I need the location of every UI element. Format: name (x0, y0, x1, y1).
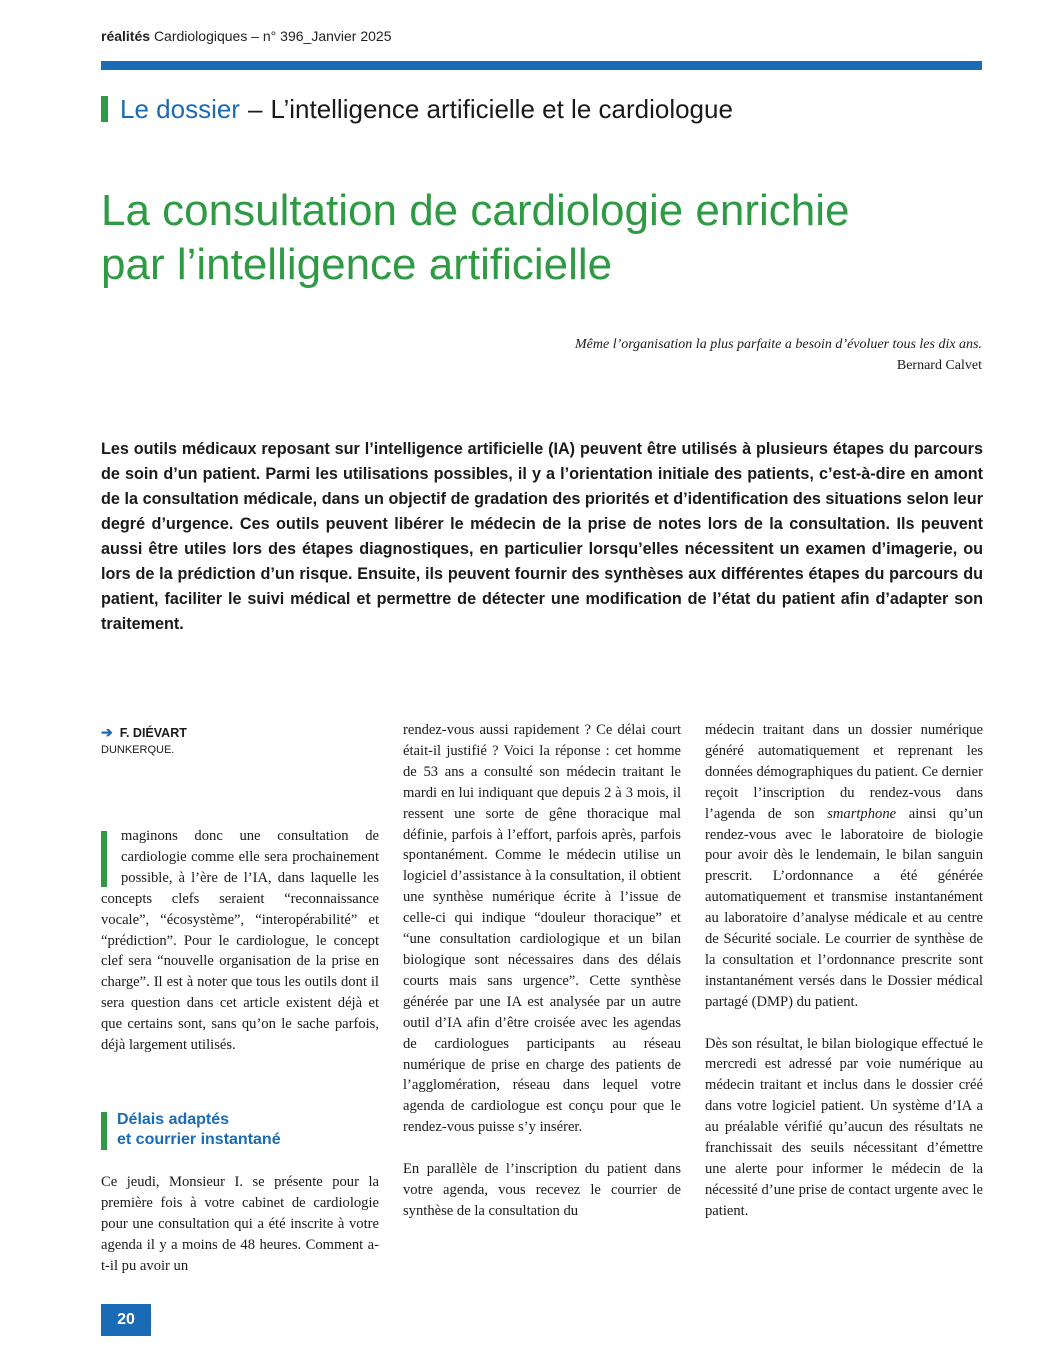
running-head (101, 28, 391, 44)
arrow-right-icon: ➔ (101, 724, 113, 740)
author-line (101, 724, 187, 741)
header-rule (101, 61, 982, 70)
epigraph-quote: Même l’organisation la plus parfaite a besoin d’évoluer tous les dix ans. (575, 337, 982, 352)
paragraph (705, 720, 983, 1013)
paragraph: Ce jeudi, Monsieur I. se présente pour la première fois à votre cabinet de cardiologie pour une consultation qui a été inscrite à votre agenda il y a moins de 48 heures. Comment a-t-il pu avoir un (101, 1174, 379, 1274)
paragraph: Dès son résultat, le bilan biologique effectué le mercredi est adressé par voie numérique au médecin traitant et inclus dans le dossier créé dans votre logiciel patient. Un système d’IA a au préalable vérifié qu’aucun des résultats ne franchissait des seuils nécessitant d’émettre une alerte pour informer le médecin de la nécessité d’une prise de contact urgente avec le patient. (705, 1035, 983, 1219)
column-3 (705, 720, 983, 1222)
section-label: Le dossier (120, 93, 240, 124)
paragraph: rendez-vous aussi rapidement ? Ce délai court était-il justifié ? Voici la réponse : cet homme de 53 ans a consulté son médecin traitant le mardi en lui indiquant que depuis 2 à 3 mois, il ressent une sorte de gêne thoracique mal définie, parfois à l’effort, parfois après, parfois spontanément. Comme le médecin utilise un logiciel d’assistance à la consultation, il obtient une synthèse numérique écrite à l’issue de celle-ci qui indique “douleur thoracique” et “une consultation cardiologique et un bilan biologique sont nécessaires dans des délais courts mais sans urgence”. Cette synthèse générée par une IA est analysée par un autre outil d’IA afin d’être croisée avec les agendas de cardiologues participants au réseau numérique de prise en charge des patients de l’agglomération, réseau dans lequel votre agenda de cardiologue est conçu pour que le rendez-vous puisse s’y insérer. (403, 722, 681, 1136)
journal-brand: réalités (101, 28, 151, 44)
abstract: Les outils médicaux reposant sur l’intelligence artificielle (IA) peuvent être utilisés à plusieurs étapes du parcours de soin d’un patient. Parmi les utilisations possibles, il y a l’orientation initiale des patients, c’est-à-dire en amont de la consultation médicale, dans un objectif de gradation des priorités et d’identification des situations selon leur degré d’urgence. Ces outils peuvent libérer le médecin de la prise de notes lors de la consultation. Ils peuvent aussi être utiles lors des étapes diagnostiques, en particulier lorsqu’elles nécessitent un examen d’imagerie, ou lors de la prédiction d’un risque. Ensuite, ils peuvent fournir des synthèses aux différentes étapes du parcours du patient, faciliter le suivi médical et permettre de détecter une modification de l’état du patient afin d’adapter son traitement. (101, 440, 983, 633)
section-marker (101, 96, 108, 122)
section-separator: – (247, 93, 263, 124)
subheading-marker (101, 1112, 107, 1150)
section-topic: L’intelligence artificielle et le cardiologue (270, 93, 733, 124)
dropcap-bar (101, 831, 107, 887)
subheading-line-1: Délais adaptés (117, 1111, 230, 1128)
section-heading (101, 92, 733, 126)
author-city: DUNKERQUE. (101, 744, 175, 756)
subheading (101, 1110, 281, 1150)
title-line-2: par l’intelligence artificielle (101, 240, 613, 289)
author-name: F. DIÉVART (119, 725, 187, 740)
paragraph: En parallèle de l’inscription du patient dans votre agenda, vous recevez le courrier de synthèse de la consultation du (403, 1161, 681, 1219)
page-number: 20 (101, 1304, 151, 1336)
author-block (101, 724, 187, 756)
paragraph: maginons donc une consultation de cardiologie comme elle sera prochainement possible, à l’ère de l’IA, dans laquelle les concepts clefs seraient “reconnaissance vocale”, “écosystème”, “interopérabilité” et “prédiction”. Pour le cardiologue, le concept clef sera “nouvelle organisation de la prise en charge”. Il est à noter que tous les outils dont il sera question dans cet article existent déjà et que certains sont, sans qu’on le sache parfois, déjà largement utilisés. (101, 828, 379, 1054)
text-run: médecin traitant dans un dossier numérique généré automatiquement et reprenant les données démographiques du patient. Ce dernier reçoit l’inscription du rendez-vous dans l’agenda de son (705, 722, 984, 822)
column-2 (403, 720, 681, 1222)
subheading-line-2: et courrier instantané (117, 1131, 281, 1148)
text-run: ainsi qu’un rendez-vous avec le laboratoire de biologie pour avoir dès le lendemain, le bilan sanguin prescrit. L’ordonnance a été générée automatiquement et transmise instantanément au laboratoire d’analyse médicale et au centre de Sécurité sociale. Le courrier de synthèse de la consultation et l’ordonnance prescrite sont instantanément versés dans le Dossier médical partagé (DMP) du patient. (705, 805, 983, 1010)
title-line-1: La consultation de cardiologie enrichie (101, 186, 850, 235)
epigraph (575, 334, 982, 376)
journal-issue: Cardiologiques – n° 396_Janvier 2025 (153, 28, 392, 44)
epigraph-author: Bernard Calvet (896, 358, 982, 373)
column-1-intro (101, 826, 379, 1056)
article-title (101, 184, 1001, 292)
column-1-body (101, 1172, 379, 1277)
emphasis: smartphone (827, 805, 897, 822)
